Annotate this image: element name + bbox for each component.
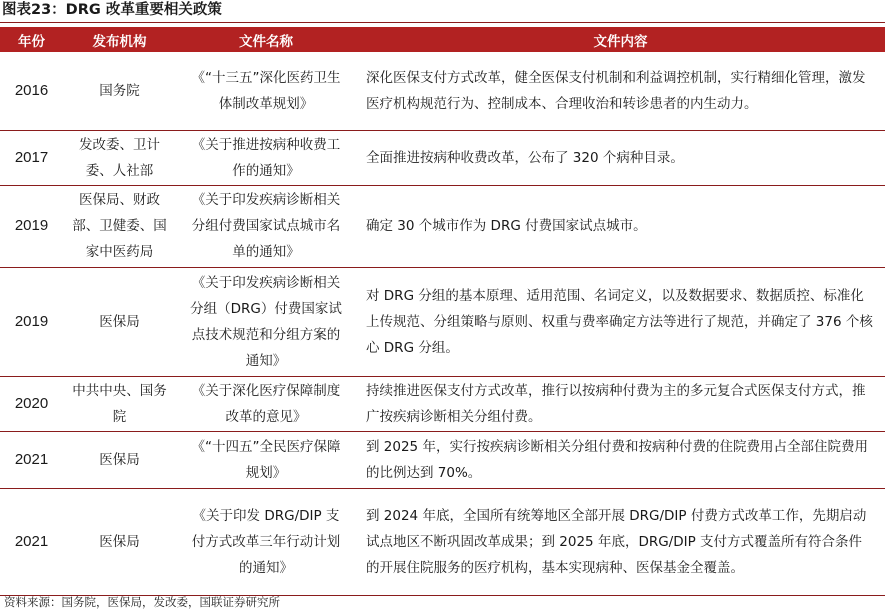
table-row [0, 376, 885, 431]
figure-title: 图表23：DRG 改革重要相关政策 [2, 2, 222, 18]
table-row [0, 185, 885, 267]
row-doc-content: 全面推进按病种收费改革，公布了 320 个病种目录。 [356, 130, 885, 185]
row-issuer: 国务院 [63, 52, 176, 130]
row-year: 2021 [0, 431, 63, 488]
title-divider [0, 22, 885, 23]
table-row [0, 488, 885, 595]
table-row [0, 130, 885, 185]
row-issuer: 中共中央、国务院 [63, 376, 176, 431]
row-issuer: 发改委、卫计委、人社部 [63, 130, 176, 185]
row-year: 2017 [0, 130, 63, 185]
header-year: 年份 [0, 27, 63, 52]
row-doc-content: 到 2024 年底，全国所有统筹地区全部开展 DRG/DIP 付费方式改革工作，先期启动试点地区不断巩固改革成果；到 2025 年底，DRG/DIP 支付方式覆盖所有符合条件的开展住院服务的医疗机构，基本实现病种、医保基金全覆盖。 [356, 488, 885, 595]
row-issuer: 医保局 [63, 431, 176, 488]
table-row [0, 267, 885, 376]
row-doc-content: 确定 30 个城市作为 DRG 付费国家试点城市。 [356, 185, 885, 267]
row-doc-content: 持续推进医保支付方式改革，推行以按病种付费为主的多元复合式医保支付方式，推广按疾病诊断相关分组付费。 [356, 376, 885, 431]
row-doc-name: 《关于印发 DRG/DIP 支付方式改革三年行动计划的通知》 [176, 488, 356, 595]
source-note: 资料来源：国务院，医保局，发改委，国联证券研究所 [4, 595, 280, 609]
row-issuer: 医保局 [63, 267, 176, 376]
row-doc-name: 《“十三五”深化医药卫生体制改革规划》 [176, 52, 356, 130]
row-year: 2020 [0, 376, 63, 431]
row-doc-name: 《“十四五”全民医疗保障规划》 [176, 431, 356, 488]
row-issuer: 医保局 [63, 488, 176, 595]
row-doc-name: 《关于深化医疗保障制度改革的意见》 [176, 376, 356, 431]
row-doc-content: 深化医保支付方式改革，健全医保支付机制和利益调控机制，实行精细化管理，激发医疗机构规范行为、控制成本、合理收治和转诊患者的内生动力。 [356, 52, 885, 130]
table-row [0, 431, 885, 488]
header-doc-name: 文件名称 [176, 27, 356, 52]
policy-table [0, 27, 885, 596]
row-year: 2019 [0, 185, 63, 267]
row-doc-content: 到 2025 年，实行按疾病诊断相关分组付费和按病种付费的住院费用占全部住院费用的比例达到 70%。 [356, 431, 885, 488]
row-doc-name: 《关于印发疾病诊断相关分组（DRG）付费国家试点技术规范和分组方案的通知》 [176, 267, 356, 376]
row-year: 2021 [0, 488, 63, 595]
row-year: 2016 [0, 52, 63, 130]
header-doc-content: 文件内容 [356, 27, 885, 52]
table-header-row [0, 27, 885, 52]
row-doc-name: 《关于印发疾病诊断相关分组付费国家试点城市名单的通知》 [176, 185, 356, 267]
row-issuer: 医保局、财政部、卫健委、国家中医药局 [63, 185, 176, 267]
table-row [0, 52, 885, 130]
row-doc-name: 《关于推进按病种收费工作的通知》 [176, 130, 356, 185]
row-doc-content: 对 DRG 分组的基本原理、适用范围、名词定义，以及数据要求、数据质控、标准化上传规范、分组策略与原则、权重与费率确定方法等进行了规范，并确定了 376 个核心 DRG 分组。 [356, 267, 885, 376]
row-year: 2019 [0, 267, 63, 376]
header-issuer: 发布机构 [63, 27, 176, 52]
